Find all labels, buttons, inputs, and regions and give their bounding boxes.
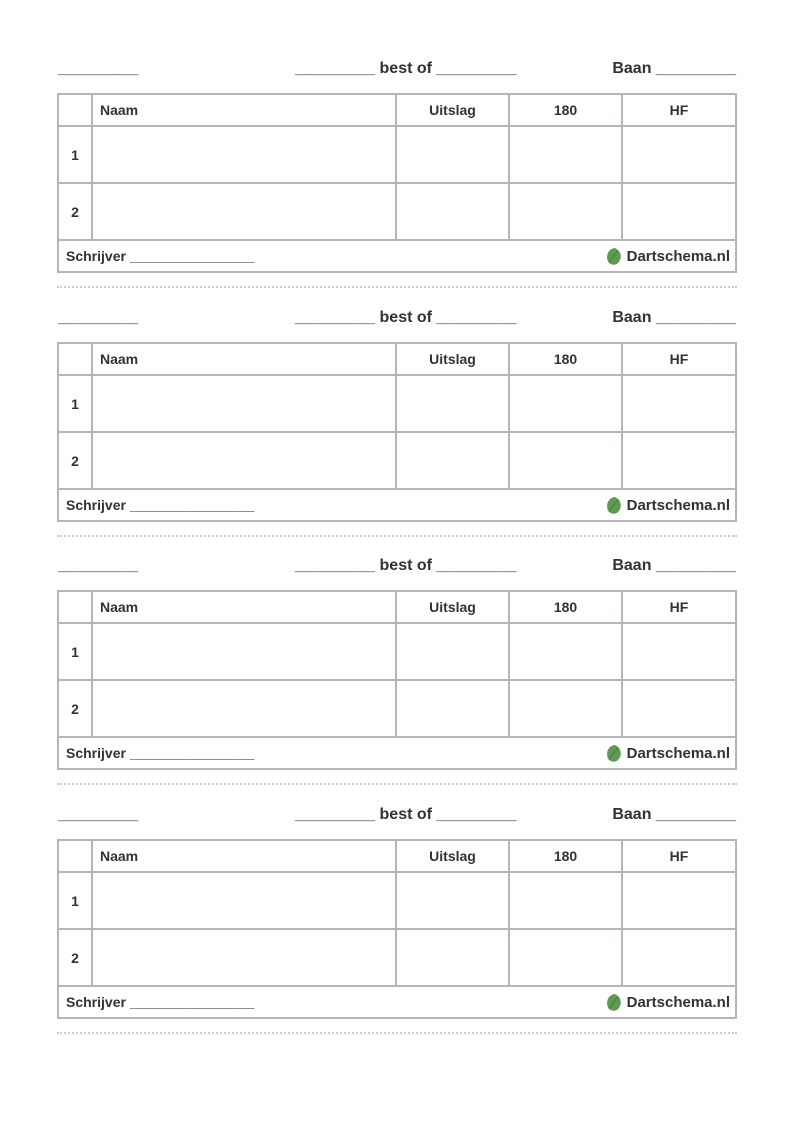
card-header [57,806,737,828]
best-of-line: _________ best of _________ [295,806,517,823]
hf-cell [623,184,735,241]
naam-cell [93,376,397,433]
180-cell [510,127,623,184]
best-of-line: _________ best of _________ [295,60,517,77]
hf-cell [623,930,735,987]
180-cell [510,930,623,987]
score-card [57,557,737,762]
row-number: 1 [59,624,93,681]
brand [606,744,730,763]
header-uitslag: Uitslag [397,95,510,127]
hf-cell [623,873,735,930]
brand-label: Dartschema.nl [626,994,730,1011]
180-cell [510,624,623,681]
header-180: 180 [510,592,623,624]
cut-line [57,286,737,288]
card-header [57,60,737,82]
score-table [57,590,737,770]
schrijver-line: Schrijver ________________ [66,248,255,264]
brand [606,247,730,266]
match-number-blank: _________ [58,309,139,326]
hf-cell [623,624,735,681]
score-table [57,93,737,273]
match-number-blank: _________ [58,806,139,823]
180-cell [510,184,623,241]
header-naam: Naam [93,344,397,376]
180-cell [510,433,623,490]
header-180: 180 [510,95,623,127]
leaf-icon [606,744,623,763]
header-naam: Naam [93,841,397,873]
row-number: 1 [59,376,93,433]
uitslag-cell [397,873,510,930]
score-table [57,342,737,522]
baan-line: Baan _________ [612,309,736,326]
score-card [57,806,737,1011]
naam-cell [93,624,397,681]
180-cell [510,376,623,433]
card-footer [59,987,735,1017]
card-footer [59,490,735,520]
hf-cell [623,127,735,184]
row-number: 2 [59,681,93,738]
score-card [57,60,737,265]
match-number-blank: _________ [58,557,139,574]
brand-label: Dartschema.nl [626,497,730,514]
header-cell-index [59,95,93,127]
naam-cell [93,184,397,241]
hf-cell [623,681,735,738]
row-number: 2 [59,184,93,241]
header-180: 180 [510,344,623,376]
leaf-icon [606,993,623,1012]
card-footer [59,738,735,768]
header-naam: Naam [93,592,397,624]
naam-cell [93,873,397,930]
header-cell-index [59,592,93,624]
header-hf: HF [623,95,735,127]
cut-line [57,535,737,537]
best-of-line: _________ best of _________ [295,557,517,574]
header-naam: Naam [93,95,397,127]
naam-cell [93,930,397,987]
uitslag-cell [397,930,510,987]
cut-line [57,783,737,785]
schrijver-line: Schrijver ________________ [66,745,255,761]
schrijver-line: Schrijver ________________ [66,497,255,513]
hf-cell [623,433,735,490]
brand-label: Dartschema.nl [626,745,730,762]
card-header [57,309,737,331]
leaf-icon [606,247,623,266]
naam-cell [93,681,397,738]
hf-cell [623,376,735,433]
brand [606,993,730,1012]
naam-cell [93,127,397,184]
header-uitslag: Uitslag [397,592,510,624]
header-hf: HF [623,841,735,873]
uitslag-cell [397,184,510,241]
baan-line: Baan _________ [612,806,736,823]
uitslag-cell [397,376,510,433]
baan-line: Baan _________ [612,557,736,574]
header-hf: HF [623,344,735,376]
header-uitslag: Uitslag [397,344,510,376]
schrijver-line: Schrijver ________________ [66,994,255,1010]
score-card [57,309,737,514]
leaf-icon [606,496,623,515]
brand-label: Dartschema.nl [626,248,730,265]
header-hf: HF [623,592,735,624]
match-number-blank: _________ [58,60,139,77]
header-180: 180 [510,841,623,873]
best-of-line: _________ best of _________ [295,309,517,326]
row-number: 2 [59,433,93,490]
card-footer [59,241,735,271]
180-cell [510,873,623,930]
baan-line: Baan _________ [612,60,736,77]
row-number: 2 [59,930,93,987]
row-number: 1 [59,127,93,184]
brand [606,496,730,515]
uitslag-cell [397,433,510,490]
header-uitslag: Uitslag [397,841,510,873]
header-cell-index [59,841,93,873]
uitslag-cell [397,624,510,681]
uitslag-cell [397,127,510,184]
180-cell [510,681,623,738]
row-number: 1 [59,873,93,930]
uitslag-cell [397,681,510,738]
card-header [57,557,737,579]
header-cell-index [59,344,93,376]
cut-line [57,1032,737,1034]
score-table [57,839,737,1019]
naam-cell [93,433,397,490]
